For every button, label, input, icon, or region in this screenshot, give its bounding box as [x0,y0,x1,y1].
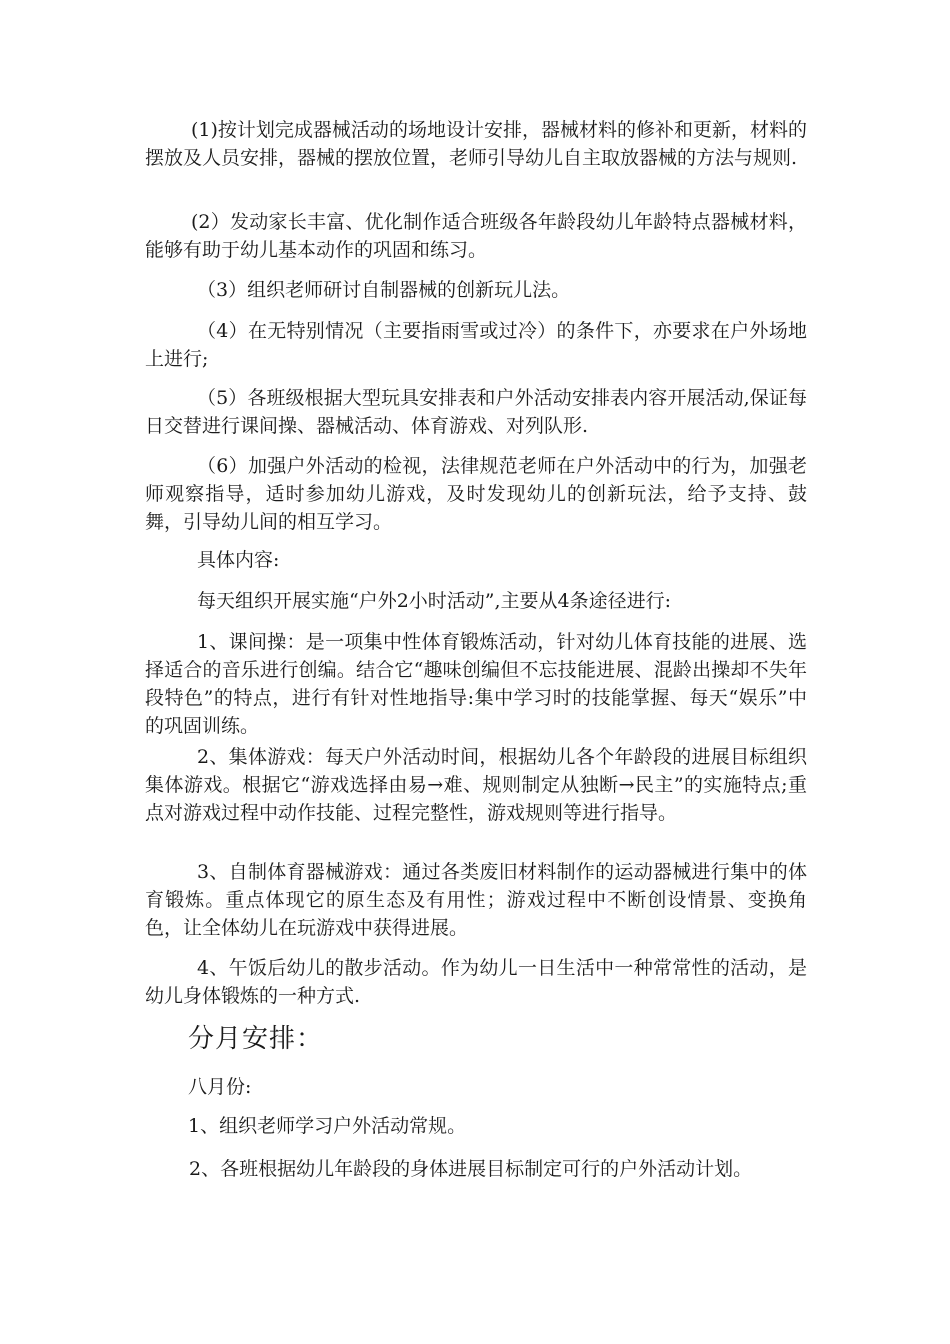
section-heading: 分月安排： [188,1024,324,1054]
paragraph-2: (2）发动家长丰富、优化制作适合班级各年龄段幼儿年龄特点器械材料，能够有助于幼儿基本动作的巩固和练习。 [145,211,807,261]
paragraph-walk: 4、午饭后幼儿的散步活动。作为幼儿一日生活中一种常常性的活动，是幼儿身体锻炼的一种方式. [145,957,807,1007]
paragraph-specific-content: 具体内容: [197,549,280,571]
list-item: 1、组织老师学习户外活动常规。 [188,1115,467,1137]
paragraph-5: （5）各班级根据大型玩具安排表和户外活动安排表内容开展活动,保证每日交替进行课间操、器械活动、体育游戏、对列队形. [145,387,807,437]
paragraph-handmade: 3、自制体育器械游戏：通过各类废旧材料制作的运动器械进行集中的体育锻炼。重点体现它的原生态及有用性；游戏过程中不断创设情景、变换角色，让全体幼儿在玩游戏中获得进展。 [145,861,807,939]
month-label: 八月份: [188,1076,252,1098]
paragraph-daily: 每天组织开展实施“户外2小时活动”,主要从4条途径进行: [197,590,672,612]
paragraph-6: （6）加强户外活动的检视，法律规范老师在户外活动中的行为，加强老师观察指导，适时参加幼儿游戏，及时发现幼儿的创新玩法，给予支持、鼓舞，引导幼儿间的相互学习。 [145,455,807,533]
paragraph-group-game: 2、集体游戏：每天户外活动时间，根据幼儿各个年龄段的进展目标组织集体游戏。根据它“游戏选择由易→难、规则制定从独断→民主”的实施特点;重点对游戏过程中动作技能、过程完整性，游戏规则等进行指导。 [145,746,807,824]
list-item: 2、各班根据幼儿年龄段的身体进展目标制定可行的户外活动计划。 [189,1158,753,1180]
paragraph-1: (1)按计划完成器械活动的场地设计安排，器械材料的修补和更新，材料的摆放及人员安排，器械的摆放位置，老师引导幼儿自主取放器械的方法与规则. [145,119,807,169]
paragraph-exercise: 1、课间操：是一项集中性体育锻炼活动，针对幼儿体育技能的进展、选择适合的音乐进行创编。结合它“趣味创编但不忘技能进展、混龄出操却不失年段特色”的特点，进行有针对性地指导:集中学习时的技能掌握、每天“娱乐”中的巩固训练。 [145,631,807,737]
paragraph-3: （3）组织老师研讨自制器械的创新玩儿法。 [197,279,571,301]
paragraph-4: （4）在无特别情况（主要指雨雪或过冷）的条件下，亦要求在户外场地上进行; [145,320,807,370]
